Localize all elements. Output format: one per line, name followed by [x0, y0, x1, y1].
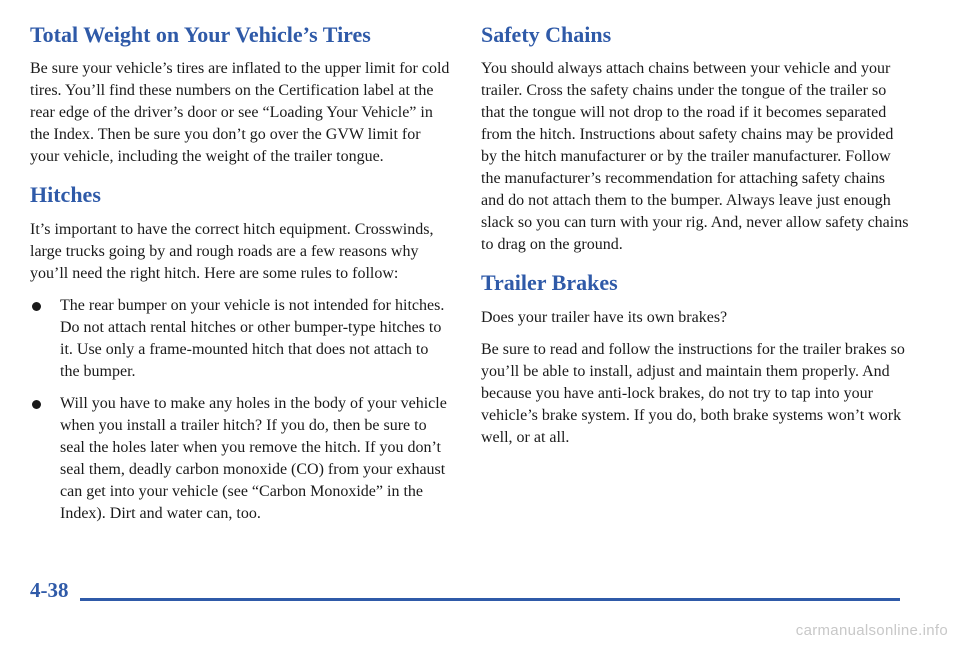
list-item — [30, 295, 450, 383]
bullet-icon — [32, 400, 41, 409]
page-footer — [30, 578, 900, 618]
bullet-text: The rear bumper on your vehicle is not intended for hitches. Do not attach rental hitches or other bumper-type hitches to it. Use only a frame-mounted hitch that does not attach to the bumper. — [60, 296, 445, 380]
trailer-brakes-question: Does your trailer have its own brakes? — [481, 308, 728, 326]
bullet-icon — [32, 302, 41, 311]
trailer-brakes-paragraph: Be sure to read and follow the instructions for the trailer brakes so you’ll be able to install, adjust and maintain them properly. And because you have anti-lock brakes, do not try to tap into your vehicle’s brake system. If you do, both brake systems won’t work well, or at all. — [481, 340, 905, 446]
right-column — [481, 22, 911, 449]
watermark: carmanualsonline.info — [795, 622, 948, 639]
section-heading-hitches: Hitches — [30, 182, 101, 208]
section-heading-total-weight: Total Weight on Your Vehicle’s Tires — [30, 22, 371, 47]
safety-chains-paragraph: You should always attach chains between your vehicle and your trailer. Cross the safety chains under the tongue of the trailer so that the tongue will not drop to the road if it becomes separated from the hitch. Instructions about safety chains may be provided by the hitch manufacturer or by the trailer manufacturer. Follow the manufacturer’s recommendation for attaching safety chains and do not attach them to the bumper. Always leave just enough slack so you can turn with your rig. And, never allow safety chains to drag on the ground. — [481, 60, 909, 254]
list-item — [30, 393, 450, 525]
section-heading-trailer-brakes: Trailer Brakes — [481, 270, 618, 296]
hitches-paragraph: It’s important to have the correct hitch equipment. Crosswinds, large trucks going by and rough roads are a few reasons why you’ll need the right hitch. Here are some rules to follow: — [30, 220, 434, 282]
section-heading-safety-chains: Safety Chains — [481, 22, 612, 47]
bullet-text: Will you have to make any holes in the body of your vehicle when you install a trailer hitch? If you do, then be sure to seal the holes later when you remove the hitch. If you don’t seal them, deadly carbon monoxide (CO) from your exhaust can get into your vehicle (see “Carbon Monoxide” in the Index). Dirt and water can, too. — [60, 394, 447, 522]
hitches-bullet-list — [30, 295, 450, 525]
total-weight-paragraph: Be sure your vehicle’s tires are inflated to the upper limit for cold tires. You’ll find these numbers on the Certification label at the rear edge of the driver’s door or see “Loading Your Vehicle” in the Index. Then be sure you don’t go over the GVW limit for your vehicle, including the weight of the trailer tongue. — [30, 60, 450, 166]
footer-rule — [80, 598, 900, 601]
page-number: 4-38 — [30, 578, 69, 602]
left-column — [30, 22, 450, 535]
